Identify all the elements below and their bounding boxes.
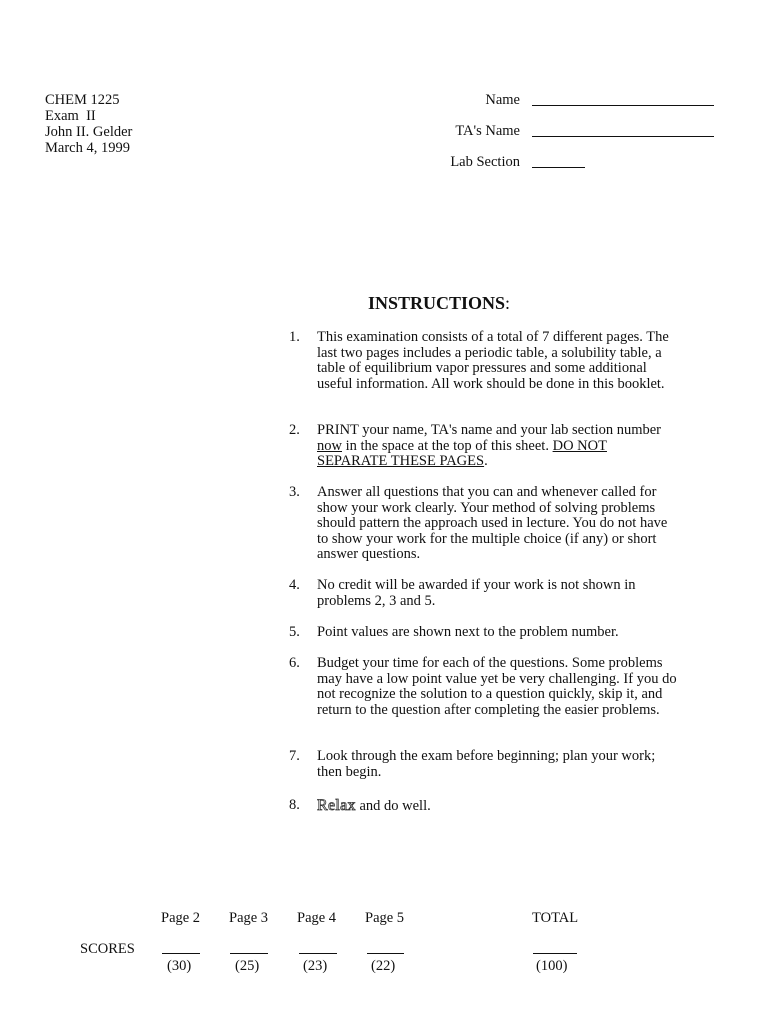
item-number: 3. (289, 484, 300, 500)
score-head-page-2: Page 2 (161, 910, 201, 926)
item-number: 2. (289, 422, 300, 438)
item-text: Point values are shown next to the problem number. (317, 624, 619, 640)
score-field-total[interactable] (533, 953, 577, 954)
item-text: This examination consists of a total of 7 different pages. The last two pages includes a periodic table, a solubility table, a table of equilibrium vapor pressures and some additional useful information. All work should be done in this booklet. (317, 329, 669, 392)
exam-date: March 4, 1999 (45, 140, 130, 156)
score-points-page-2: (30) (167, 958, 192, 974)
name-field[interactable] (532, 105, 714, 106)
lab-section-label: Lab Section (450, 154, 520, 170)
score-field-page-2[interactable] (162, 953, 200, 954)
course-code: CHEM 1225 (45, 92, 120, 108)
lab-section-field[interactable] (532, 167, 585, 168)
item-text-part: . (484, 453, 488, 469)
exam-number: Exam II (45, 108, 96, 124)
score-field-page-4[interactable] (299, 953, 337, 954)
ta-name-label: TA's Name (455, 123, 520, 139)
item-text: No credit will be awarded if your work is not shown in problems 2, 3 and 5. (317, 577, 636, 609)
instructions-title-text: INSTRUCTIONS (368, 293, 506, 313)
item-number: 1. (289, 329, 300, 345)
item-text-part: and do well. (355, 798, 431, 814)
name-label: Name (485, 92, 520, 108)
item-text (317, 798, 677, 815)
item-number: 6. (289, 655, 300, 671)
item-text: Budget your time for each of the questions. Some problems may have a low point value yet be very challenging. If you do not recognize the solution to a question quickly, skip it, and return to the question after completing the easier problems. (317, 655, 677, 718)
exam-header (45, 92, 132, 156)
item-text: Answer all questions that you can and whenever called for show your work clearly. Your method of solving problems should pattern the approach used in lecture. You do not have to show your work for the multiple choice (if any) or short answer questions. (317, 484, 668, 562)
score-points-page-5: (22) (371, 958, 396, 974)
score-head-page-3: Page 3 (229, 910, 269, 926)
item-text-do-not-separate: DO NOT SEPARATE THESE PAGES (317, 437, 607, 469)
item-text: Look through the exam before beginning; plan your work; then begin. (317, 748, 656, 780)
instructions-title (368, 293, 510, 314)
item-text-now: now (317, 437, 342, 454)
score-head-total: TOTAL (532, 910, 579, 926)
item-text-part: PRINT your name, TA's name and your lab section number (317, 422, 662, 438)
score-field-page-3[interactable] (230, 953, 268, 954)
relax-word: Relax (317, 797, 356, 814)
score-head-page-4: Page 4 (297, 910, 337, 926)
instructions-title-colon: : (505, 293, 511, 313)
instructor-name: John II. Gelder (45, 124, 133, 140)
scores-label: SCORES (80, 941, 135, 957)
score-points-total: (100) (536, 958, 568, 974)
item-number: 8. (289, 797, 300, 813)
score-points-page-3: (25) (235, 958, 260, 974)
item-number: 4. (289, 577, 300, 593)
item-text-part: in the space at the top of this sheet. (341, 437, 553, 454)
score-points-page-4: (23) (303, 958, 328, 974)
item-number: 5. (289, 624, 300, 640)
item-text (317, 423, 677, 470)
item-number: 7. (289, 748, 300, 764)
ta-name-field[interactable] (532, 136, 714, 137)
score-head-page-5: Page 5 (365, 910, 405, 926)
score-field-page-5[interactable] (367, 953, 404, 954)
